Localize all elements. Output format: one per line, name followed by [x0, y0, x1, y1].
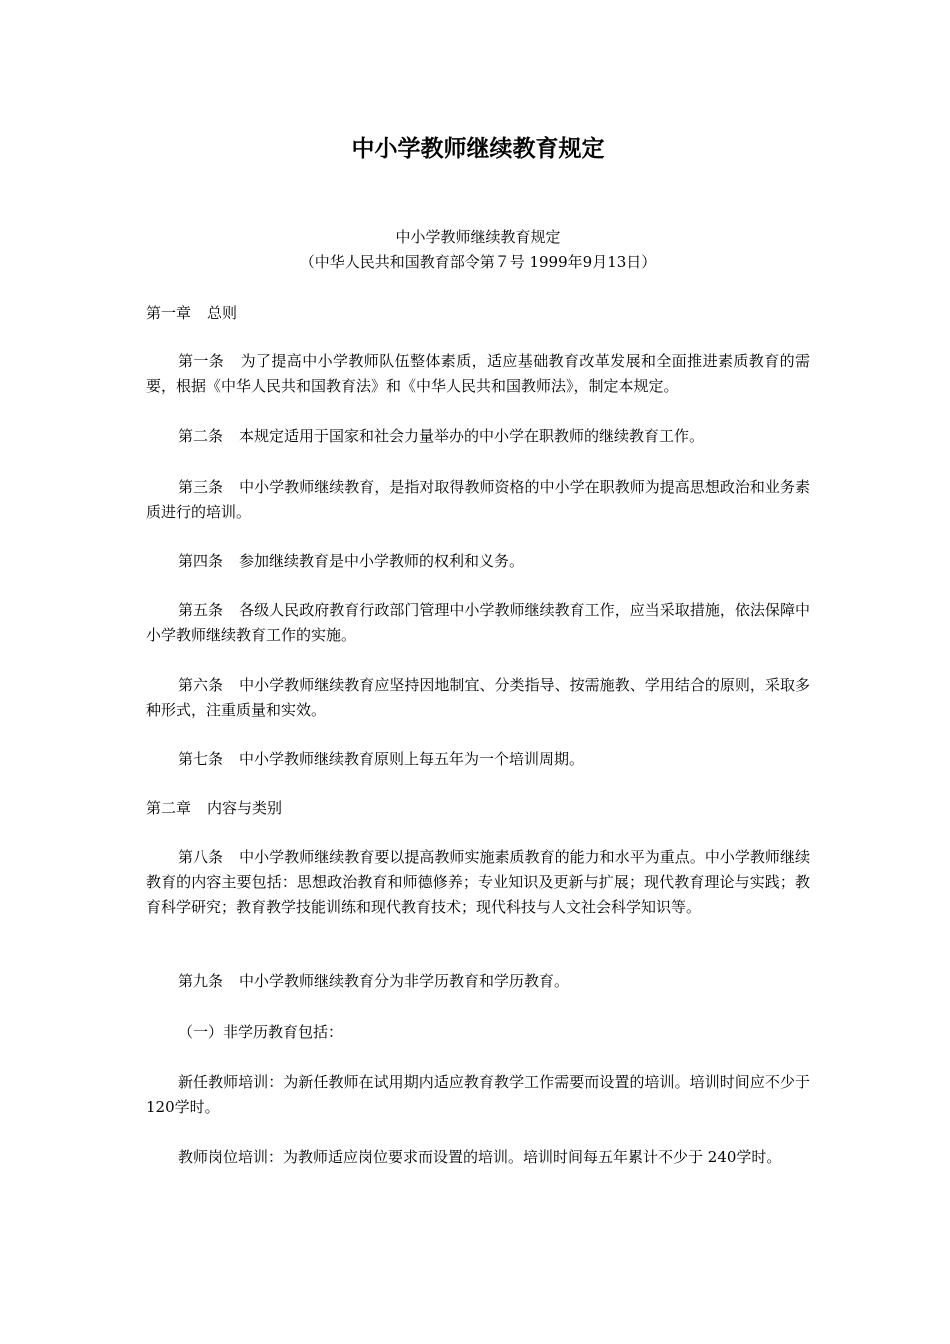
chapter-number: 第一章: [146, 304, 192, 322]
list-heading: （一）非学历教育包括：: [178, 1023, 344, 1041]
article: [146, 475, 810, 525]
document-subtitle: 中小学教师继续教育规定: [395, 228, 561, 246]
article-label: 第八条: [178, 848, 224, 866]
article: [146, 747, 810, 772]
decree-info: （中华人民共和国教育部令第７号 1999年9月13日）: [299, 253, 657, 271]
training-post: 教师岗位培训：为教师适应岗位要求而设置的培训。培训时间每五年累计不少于 240学时。: [178, 1148, 782, 1166]
chapter-name: 内容与类别: [207, 799, 283, 817]
article-text: 中小学教师继续教育分为非学历教育和学历教育。: [239, 972, 570, 990]
article-label: 第一条: [178, 352, 225, 370]
article: [146, 424, 810, 449]
article: [146, 673, 810, 723]
chapter-heading: [146, 302, 237, 324]
chapter-heading: [146, 797, 282, 819]
article: [146, 598, 810, 648]
article-label: 第七条: [178, 750, 224, 768]
article-label: 第五条: [178, 601, 224, 619]
training-new-teacher: 新任教师培训：为新任教师在试用期内适应教育教学工作需要而设置的培训。培训时间应不少于120学时。: [146, 1073, 810, 1116]
article-text: 为了提高中小学教师队伍整体素质，适应基础教育改革发展和全面推进素质教育的需要，根据《中华人民共和国教育法》和《中华人民共和国教师法》，制定本规定。: [146, 352, 810, 395]
chapter-number: 第二章: [146, 799, 192, 817]
article-text: 参加继续教育是中小学教师的权利和义务。: [239, 552, 525, 570]
article-text: 本规定适用于国家和社会力量举办的中小学在职教师的继续教育工作。: [239, 427, 705, 445]
document-title: 中小学教师继续教育规定: [351, 136, 605, 162]
article-label: 第四条: [178, 552, 224, 570]
chapter-name: 总则: [207, 304, 238, 322]
article-label: 第二条: [178, 427, 224, 445]
article: [146, 969, 810, 994]
article-text: 各级人民政府教育行政部门管理中小学教师继续教育工作，应当采取措施，依法保障中小学教师继续教育工作的实施。: [146, 601, 810, 644]
article-label: 第三条: [178, 478, 224, 496]
article: [146, 845, 810, 920]
article-text: 中小学教师继续教育，是指对取得教师资格的中小学在职教师为提高思想政治和业务素质进行的培训。: [146, 478, 810, 521]
article-text: 中小学教师继续教育原则上每五年为一个培训周期。: [239, 750, 585, 768]
article-text: 中小学教师继续教育应坚持因地制宜、分类指导、按需施教、学用结合的原则，采取多种形式，注重质量和实效。: [146, 676, 810, 719]
article: [146, 349, 810, 399]
article-label: 第九条: [178, 972, 224, 990]
article-text: 中小学教师继续教育要以提高教师实施素质教育的能力和水平为重点。中小学教师继续教育的内容主要包括：思想政治教育和师德修养；专业知识及更新与扩展；现代教育理论与实践；教育科学研究；教育教学技能训练和现代教育技术；现代科技与人文社会科学知识等。: [146, 848, 810, 916]
article: [146, 549, 810, 574]
article-label: 第六条: [178, 676, 224, 694]
